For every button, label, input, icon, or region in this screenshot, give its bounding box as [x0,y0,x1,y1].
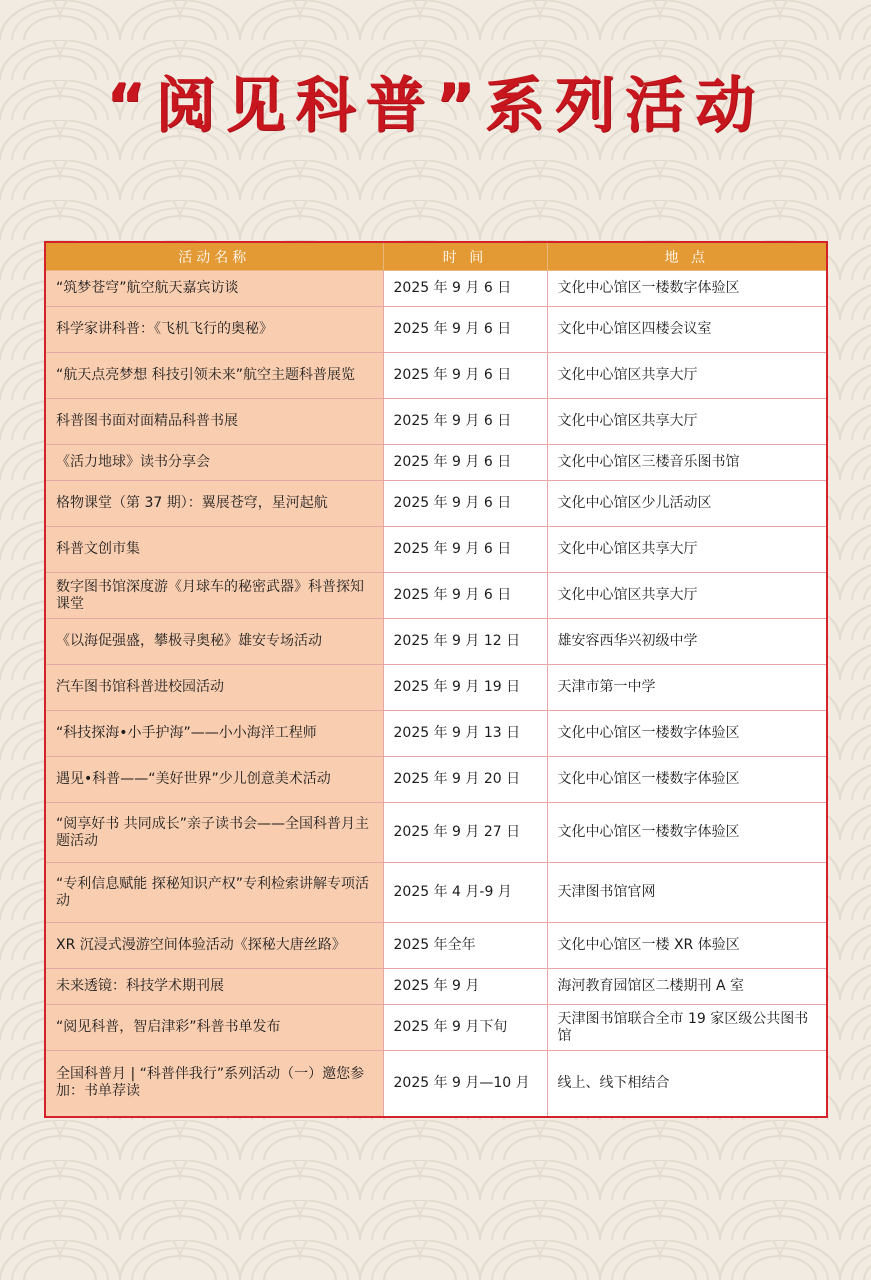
activity-name-cell: 格物课堂（第 37 期）：翼展苍穹，星河起航 [45,481,383,527]
activity-place-cell: 天津图书馆联合全市 19 家区级公共图书馆 [547,1005,827,1051]
activity-place-cell: 文化中心馆区一楼数字体验区 [547,271,827,307]
table-row [45,923,827,969]
activity-time-cell: 2025 年 9 月 12 日 [383,619,547,665]
table-row [45,803,827,863]
table-row [45,1005,827,1051]
activity-time-cell: 2025 年 9 月 20 日 [383,757,547,803]
activity-name-cell: 科普图书面对面精品科普书展 [45,399,383,445]
header-name: 活动名称 [45,242,383,271]
activity-time-cell: 2025 年 9 月 6 日 [383,573,547,619]
activity-time-cell: 2025 年 9 月 6 日 [383,481,547,527]
activity-time-cell: 2025 年 9 月 13 日 [383,711,547,757]
activity-name-cell: “筑梦苍穹”航空航天嘉宾访谈 [45,271,383,307]
table-row [45,619,827,665]
header-time: 时 间 [383,242,547,271]
activity-place-cell: 文化中心馆区共享大厅 [547,527,827,573]
activity-place-cell: 天津图书馆官网 [547,863,827,923]
activity-name-cell: 全国科普月 | “科普伴我行”系列活动（一）邀您参加：书单荐读 [45,1051,383,1117]
activity-time-cell: 2025 年 9 月 [383,969,547,1005]
activity-time-cell: 2025 年全年 [383,923,547,969]
activity-place-cell: 雄安容西华兴初级中学 [547,619,827,665]
table-row [45,757,827,803]
activity-name-cell: “科技探海•小手护海”——小小海洋工程师 [45,711,383,757]
activity-place-cell: 天津市第一中学 [547,665,827,711]
activity-place-cell: 文化中心馆区少儿活动区 [547,481,827,527]
table-header [45,242,827,271]
activity-name-cell: 《活力地球》读书分享会 [45,445,383,481]
activity-name-cell: 汽车图书馆科普进校园活动 [45,665,383,711]
table-row [45,711,827,757]
activity-name-cell: “航天点亮梦想 科技引领未来”航空主题科普展览 [45,353,383,399]
activity-place-cell: 文化中心馆区共享大厅 [547,353,827,399]
activity-time-cell: 2025 年 9 月 6 日 [383,271,547,307]
activity-time-cell: 2025 年 9 月 6 日 [383,399,547,445]
activity-name-cell: 遇见•科普——“美好世界”少儿创意美术活动 [45,757,383,803]
activity-name-cell: 未来透镜：科技学术期刊展 [45,969,383,1005]
activity-name-cell: XR 沉浸式漫游空间体验活动《探秘大唐丝路》 [45,923,383,969]
activity-place-cell: 文化中心馆区一楼 XR 体验区 [547,923,827,969]
activity-place-cell: 海河教育园馆区二楼期刊 A 室 [547,969,827,1005]
activity-name-cell: 科普文创市集 [45,527,383,573]
table-row [45,573,827,619]
table-row [45,1051,827,1117]
activity-place-cell: 文化中心馆区共享大厅 [547,573,827,619]
activity-time-cell: 2025 年 9 月下旬 [383,1005,547,1051]
table-row [45,863,827,923]
activity-time-cell: 2025 年 9 月 27 日 [383,803,547,863]
table-row [45,399,827,445]
table-row [45,969,827,1005]
activity-name-cell: 数字图书馆深度游《月球车的秘密武器》科普探知课堂 [45,573,383,619]
activity-place-cell: 文化中心馆区一楼数字体验区 [547,757,827,803]
table-body [45,271,827,1117]
activity-time-cell: 2025 年 4 月-9 月 [383,863,547,923]
table-row [45,353,827,399]
activity-name-cell: “阅享好书 共同成长”亲子读书会——全国科普月主题活动 [45,803,383,863]
activity-place-cell: 文化中心馆区一楼数字体验区 [547,711,827,757]
activity-place-cell: 文化中心馆区四楼会议室 [547,307,827,353]
activity-name-cell: “专利信息赋能 探秘知识产权”专利检索讲解专项活动 [45,863,383,923]
activity-name-cell: “阅见科普，智启津彩”科普书单发布 [45,1005,383,1051]
activity-time-cell: 2025 年 9 月 19 日 [383,665,547,711]
activity-time-cell: 2025 年 9 月 6 日 [383,527,547,573]
activity-time-cell: 2025 年 9 月 6 日 [383,445,547,481]
activity-place-cell: 文化中心馆区三楼音乐图书馆 [547,445,827,481]
activity-time-cell: 2025 年 9 月 6 日 [383,353,547,399]
table-row [45,307,827,353]
table-row [45,665,827,711]
table-row [45,527,827,573]
activity-time-cell: 2025 年 9 月 6 日 [383,307,547,353]
activity-table [44,241,828,1118]
activity-name-cell: 科学家讲科普：《飞机飞行的奥秘》 [45,307,383,353]
activity-place-cell: 线上、线下相结合 [547,1051,827,1117]
activity-place-cell: 文化中心馆区共享大厅 [547,399,827,445]
activity-place-cell: 文化中心馆区一楼数字体验区 [547,803,827,863]
activity-time-cell: 2025 年 9 月—10 月 [383,1051,547,1117]
table-row [45,445,827,481]
header-place: 地 点 [547,242,827,271]
page-title: “阅见科普”系列活动 [106,71,765,141]
table-row [45,271,827,307]
activity-name-cell: 《以海促强盛，攀极寻奥秘》雄安专场活动 [45,619,383,665]
table-row [45,481,827,527]
